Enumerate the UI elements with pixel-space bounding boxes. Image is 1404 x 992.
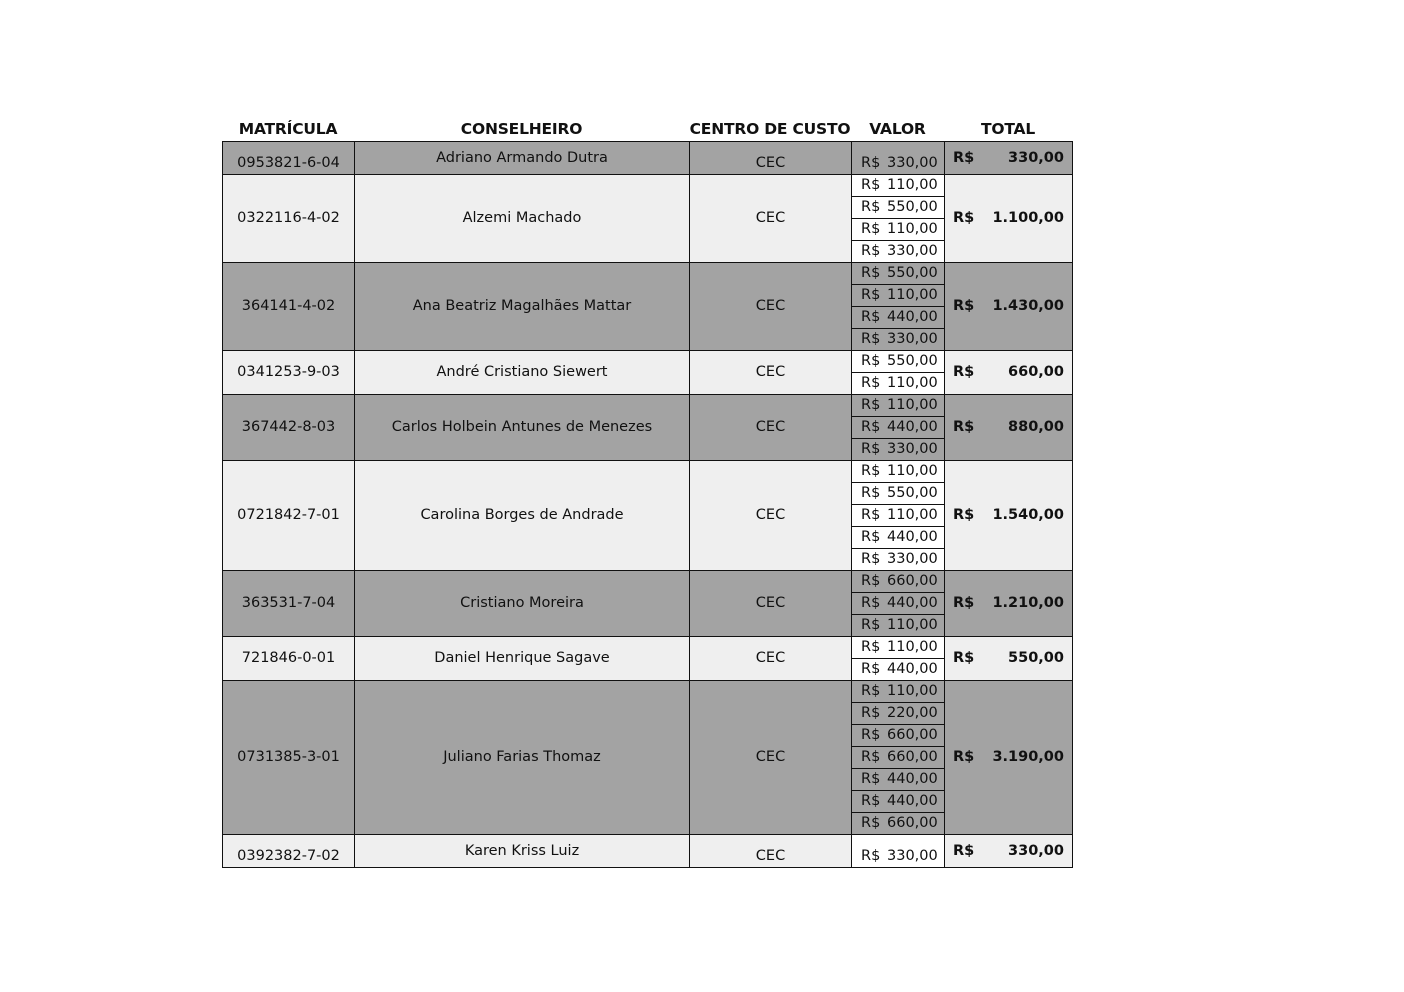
centro-custo-cell: CEC	[690, 835, 852, 868]
valor-cell	[852, 307, 945, 329]
valor-cell	[852, 593, 945, 615]
total-cell	[945, 395, 1073, 461]
currency-symbol: R$	[861, 551, 881, 567]
valor-amount: 550,00	[887, 485, 938, 501]
valor-cell	[852, 142, 945, 175]
currency-symbol: R$	[861, 353, 881, 369]
valor-amount: 440,00	[887, 661, 938, 677]
total-cell	[945, 681, 1073, 835]
valor-cell	[852, 461, 945, 483]
currency-symbol: R$	[861, 463, 881, 479]
total-amount: 1.540,00	[992, 507, 1064, 523]
total-amount: 660,00	[1008, 364, 1064, 380]
currency-symbol: R$	[861, 749, 881, 765]
conselheiro-cell: Alzemi Machado	[355, 175, 690, 263]
currency-symbol: R$	[861, 441, 881, 457]
valor-cell	[852, 549, 945, 571]
total-currency-symbol: R$	[953, 749, 975, 765]
table-row	[223, 461, 1073, 483]
total-amount: 3.190,00	[992, 749, 1064, 765]
matricula-cell: 364141-4-02	[223, 263, 355, 351]
valor-cell	[852, 813, 945, 835]
centro-custo-cell: CEC	[690, 681, 852, 835]
conselheiro-cell: Adriano Armando Dutra	[355, 142, 690, 175]
valor-cell	[852, 615, 945, 637]
valor-cell	[852, 197, 945, 219]
conselheiro-cell: Carolina Borges de Andrade	[355, 461, 690, 571]
total-cell	[945, 263, 1073, 351]
table-row	[223, 175, 1073, 197]
conselheiro-cell: Ana Beatriz Magalhães Mattar	[355, 263, 690, 351]
valor-amount: 330,00	[887, 441, 938, 457]
matricula-cell: 0721842-7-01	[223, 461, 355, 571]
centro-custo-cell: CEC	[690, 351, 852, 395]
valor-amount: 440,00	[887, 793, 938, 809]
valor-amount: 660,00	[887, 573, 938, 589]
table-row	[223, 263, 1073, 285]
total-cell	[945, 175, 1073, 263]
centro-custo-cell: CEC	[690, 637, 852, 681]
total-currency-symbol: R$	[953, 210, 975, 226]
currency-symbol: R$	[861, 848, 881, 864]
valor-amount: 550,00	[887, 353, 938, 369]
currency-symbol: R$	[861, 265, 881, 281]
total-currency-symbol: R$	[953, 298, 975, 314]
currency-symbol: R$	[861, 595, 881, 611]
table-row	[223, 142, 1073, 175]
centro-custo-cell: CEC	[690, 175, 852, 263]
total-amount: 550,00	[1008, 650, 1064, 666]
valor-cell	[852, 681, 945, 703]
table-row	[223, 637, 1073, 659]
total-currency-symbol: R$	[953, 843, 975, 859]
valor-amount: 110,00	[887, 177, 938, 193]
valor-cell	[852, 703, 945, 725]
valor-amount: 440,00	[887, 529, 938, 545]
matricula-cell: 0953821-6-04	[223, 142, 355, 175]
valor-cell	[852, 571, 945, 593]
valor-cell	[852, 329, 945, 351]
valor-cell	[852, 747, 945, 769]
table-row	[223, 681, 1073, 703]
total-amount: 1.210,00	[992, 595, 1064, 611]
valor-amount: 330,00	[887, 155, 938, 171]
currency-symbol: R$	[861, 221, 881, 237]
valor-cell	[852, 791, 945, 813]
currency-symbol: R$	[861, 573, 881, 589]
total-currency-symbol: R$	[953, 150, 975, 166]
matricula-cell: 0322116-4-02	[223, 175, 355, 263]
currency-symbol: R$	[861, 199, 881, 215]
valor-amount: 110,00	[887, 397, 938, 413]
valor-amount: 440,00	[887, 595, 938, 611]
conselheiro-cell: Cristiano Moreira	[355, 571, 690, 637]
currency-symbol: R$	[861, 771, 881, 787]
currency-symbol: R$	[861, 639, 881, 655]
total-cell	[945, 571, 1073, 637]
header-matricula: MATRÍCULA	[238, 120, 338, 138]
currency-symbol: R$	[861, 331, 881, 347]
conselheiro-cell: Carlos Holbein Antunes de Menezes	[355, 395, 690, 461]
total-currency-symbol: R$	[953, 419, 975, 435]
valor-amount: 110,00	[887, 639, 938, 655]
matricula-cell: 0392382-7-02	[223, 835, 355, 868]
valor-amount: 660,00	[887, 727, 938, 743]
valor-cell	[852, 263, 945, 285]
conselheiro-cell: Karen Kriss Luiz	[355, 835, 690, 868]
valor-cell	[852, 659, 945, 681]
valor-amount: 440,00	[887, 771, 938, 787]
valor-cell	[852, 835, 945, 868]
total-amount: 330,00	[1008, 150, 1064, 166]
currency-symbol: R$	[861, 793, 881, 809]
header-valor: VALOR	[869, 120, 926, 138]
valor-amount: 440,00	[887, 309, 938, 325]
currency-symbol: R$	[861, 375, 881, 391]
valor-cell	[852, 637, 945, 659]
header-centro-de-custo: CENTRO DE CUSTO	[689, 120, 851, 138]
currency-symbol: R$	[861, 507, 881, 523]
table-row	[223, 571, 1073, 593]
valor-cell	[852, 241, 945, 263]
currency-symbol: R$	[861, 705, 881, 721]
valor-cell	[852, 417, 945, 439]
valor-cell	[852, 175, 945, 197]
currency-symbol: R$	[861, 309, 881, 325]
currency-symbol: R$	[861, 485, 881, 501]
total-amount: 880,00	[1008, 419, 1064, 435]
currency-symbol: R$	[861, 683, 881, 699]
total-amount: 330,00	[1008, 843, 1064, 859]
valor-amount: 110,00	[887, 221, 938, 237]
total-cell	[945, 835, 1073, 868]
valor-amount: 330,00	[887, 551, 938, 567]
matricula-cell: 721846-0-01	[223, 637, 355, 681]
total-cell	[945, 637, 1073, 681]
total-cell	[945, 142, 1073, 175]
table-row	[223, 351, 1073, 373]
conselheiro-cell: Juliano Farias Thomaz	[355, 681, 690, 835]
currency-symbol: R$	[861, 397, 881, 413]
total-amount: 1.100,00	[992, 210, 1064, 226]
valor-cell	[852, 483, 945, 505]
currency-symbol: R$	[861, 617, 881, 633]
matricula-cell: 363531-7-04	[223, 571, 355, 637]
currency-symbol: R$	[861, 177, 881, 193]
currency-symbol: R$	[861, 727, 881, 743]
valor-cell	[852, 285, 945, 307]
matricula-cell: 0341253-9-03	[223, 351, 355, 395]
total-currency-symbol: R$	[953, 650, 975, 666]
valor-amount: 110,00	[887, 507, 938, 523]
valor-amount: 330,00	[887, 331, 938, 347]
matricula-cell: 0731385-3-01	[223, 681, 355, 835]
valor-amount: 660,00	[887, 749, 938, 765]
header-conselheiro: CONSELHEIRO	[460, 120, 583, 138]
valor-amount: 110,00	[887, 617, 938, 633]
centro-custo-cell: CEC	[690, 571, 852, 637]
currency-symbol: R$	[861, 815, 881, 831]
valor-cell	[852, 505, 945, 527]
valor-cell	[852, 351, 945, 373]
total-cell	[945, 351, 1073, 395]
conselheiro-cell: André Cristiano Siewert	[355, 351, 690, 395]
valor-amount: 330,00	[887, 243, 938, 259]
valor-cell	[852, 439, 945, 461]
total-cell	[945, 461, 1073, 571]
total-currency-symbol: R$	[953, 507, 975, 523]
table-row	[223, 835, 1073, 868]
centro-custo-cell: CEC	[690, 263, 852, 351]
currency-symbol: R$	[861, 243, 881, 259]
currency-symbol: R$	[861, 529, 881, 545]
table-row	[223, 395, 1073, 417]
valor-cell	[852, 219, 945, 241]
total-currency-symbol: R$	[953, 364, 975, 380]
currency-symbol: R$	[861, 287, 881, 303]
valor-amount: 660,00	[887, 815, 938, 831]
conselheiros-table	[222, 141, 1073, 868]
valor-cell	[852, 769, 945, 791]
valor-amount: 440,00	[887, 419, 938, 435]
total-amount: 1.430,00	[992, 298, 1064, 314]
valor-amount: 550,00	[887, 199, 938, 215]
valor-amount: 110,00	[887, 463, 938, 479]
matricula-cell: 367442-8-03	[223, 395, 355, 461]
valor-amount: 550,00	[887, 265, 938, 281]
valor-cell	[852, 373, 945, 395]
conselheiro-cell: Daniel Henrique Sagave	[355, 637, 690, 681]
valor-amount: 110,00	[887, 375, 938, 391]
valor-cell	[852, 395, 945, 417]
valor-amount: 330,00	[887, 848, 938, 864]
valor-cell	[852, 725, 945, 747]
centro-custo-cell: CEC	[690, 142, 852, 175]
valor-cell	[852, 527, 945, 549]
centro-custo-cell: CEC	[690, 461, 852, 571]
total-currency-symbol: R$	[953, 595, 975, 611]
currency-symbol: R$	[861, 661, 881, 677]
currency-symbol: R$	[861, 155, 881, 171]
centro-custo-cell: CEC	[690, 395, 852, 461]
valor-amount: 110,00	[887, 683, 938, 699]
currency-symbol: R$	[861, 419, 881, 435]
header-total: TOTAL	[981, 120, 1035, 138]
valor-amount: 220,00	[887, 705, 938, 721]
valor-amount: 110,00	[887, 287, 938, 303]
